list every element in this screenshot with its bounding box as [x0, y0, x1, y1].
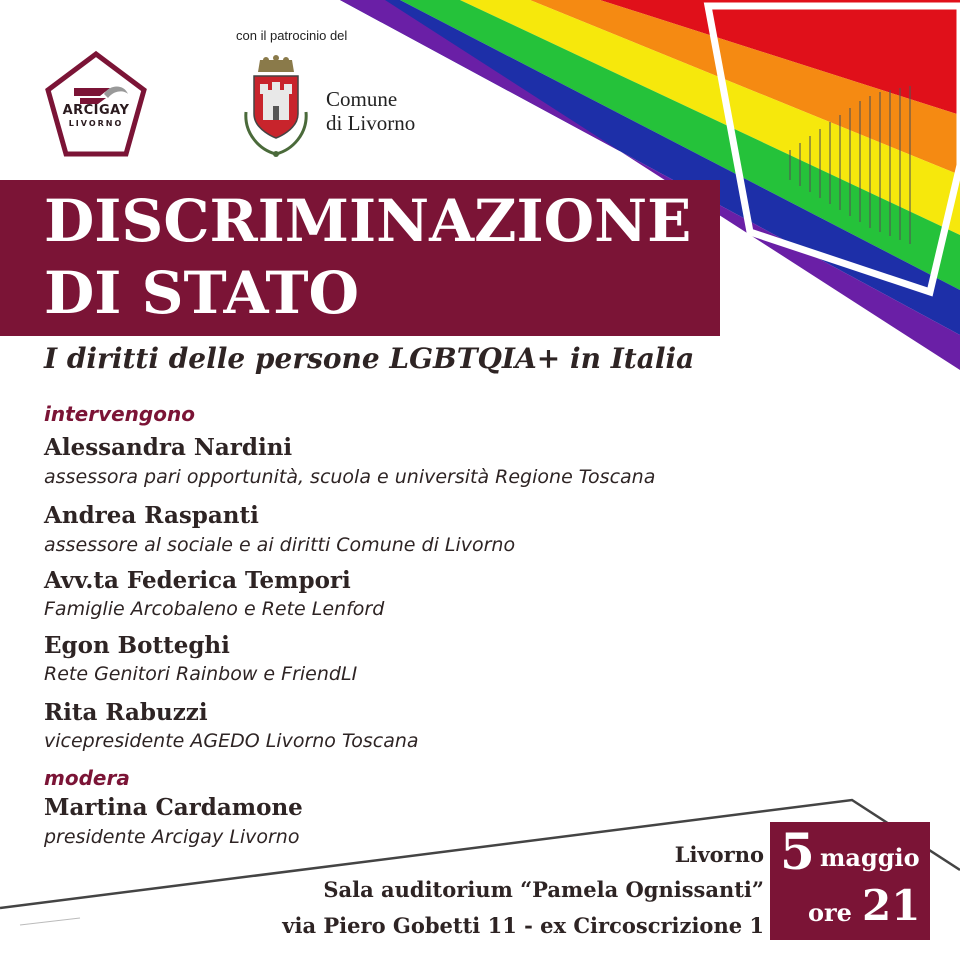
date-month: maggio — [820, 843, 920, 872]
speaker-role: Famiglie Arcobaleno e Rete Lenford — [44, 598, 385, 620]
speaker-name: Andrea Raspanti — [44, 502, 259, 529]
speaker-role: vicepresidente AGEDO Livorno Toscana — [44, 730, 419, 752]
speaker-name: Rita Rabuzzi — [44, 699, 208, 726]
subtitle: I diritti delle persone LGBTQIA+ in Italia — [44, 342, 695, 375]
speakers-label: intervengono — [44, 402, 195, 426]
speaker-name: Alessandra Nardini — [44, 434, 293, 461]
arcigay-name: ARCIGAY — [62, 103, 130, 118]
venue-address: via Piero Gobetti 11 - ex Circoscrizione 1 — [282, 913, 764, 938]
comune-line-2: di Livorno — [326, 111, 416, 135]
speaker-role: assessore al sociale e ai diritti Comune di Livorno — [44, 534, 516, 556]
venue-hall: Sala auditorium “Pamela Ognissanti” — [323, 877, 764, 902]
moderator-role: presidente Arcigay Livorno — [44, 826, 300, 848]
arcigay-city: LIVORNO — [68, 119, 124, 128]
speaker-name: Avv.ta Federica Tempori — [44, 567, 351, 594]
title-line-2: DI STATO — [44, 259, 360, 327]
date-day: 5 — [780, 822, 815, 881]
venue-city: Livorno — [674, 842, 764, 867]
moderator-name: Martina Cardamone — [44, 794, 303, 821]
moderator-label: modera — [44, 766, 130, 790]
comune-line-1: Comune — [326, 87, 398, 111]
speaker-role: Rete Genitori Rainbow e FriendLI — [44, 663, 358, 685]
date-hour: 21 — [862, 881, 921, 930]
title-line-1: DISCRIMINAZIONE — [44, 187, 692, 255]
speaker-role: assessora pari opportunità, scuola e università Regione Toscana — [44, 466, 656, 488]
patronage-text: con il patrocinio del — [236, 28, 348, 43]
speaker-name: Egon Botteghi — [44, 632, 230, 659]
date-ore-label: ore — [808, 898, 852, 927]
